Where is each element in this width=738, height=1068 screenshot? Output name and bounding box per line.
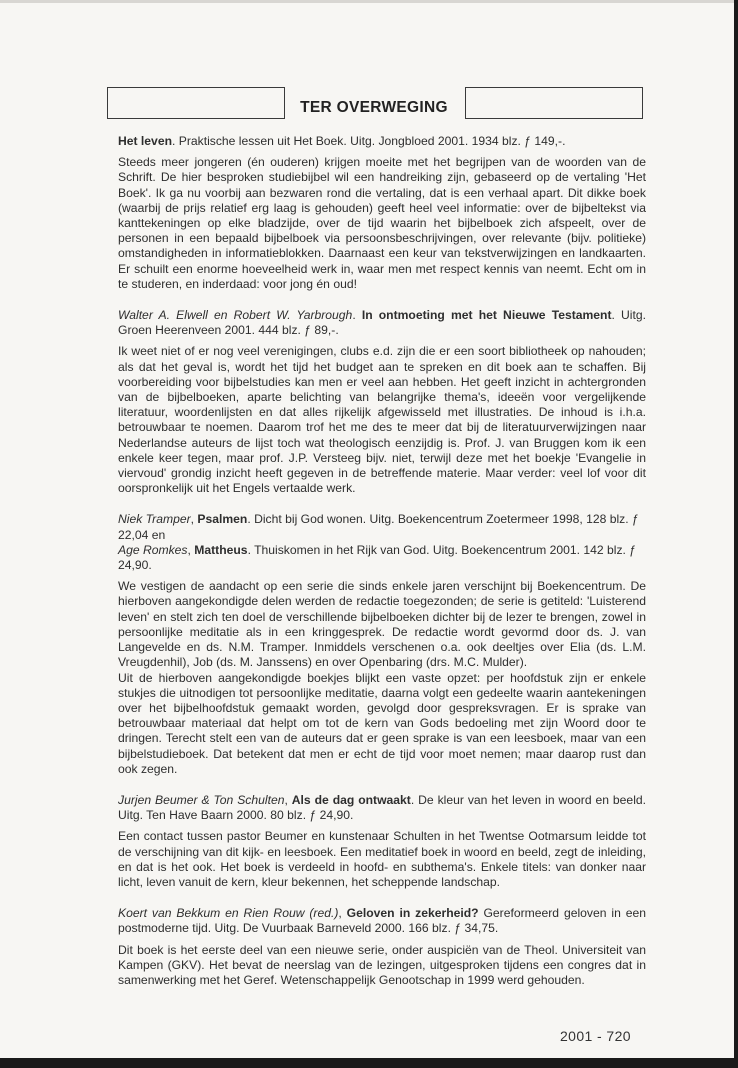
publication-info: . Thuiskomen in het Rijk van God. Uitg. Boekencentrum 2001. 142 blz. ƒ 24,90. — [118, 542, 637, 573]
book-title: Het leven — [118, 134, 172, 148]
review-paragraph: Steeds meer jongeren (én ouderen) krijgen moeite met het begrijpen van de woorden van de Schrift. De hier besproken studiebijbel wil een handreiking zijn, gebaseerd op de vertaling 'Het Boek'. Ik ga nu voorbij aan bezwaren rond die vertaling, dat is een verhaal apart. Dit dikke boek (waarbij de prijs relatief erg laag is gehouden) geeft heel veel informatie: over de bijbeltekst via kanttekeningen op elke bladzijde, over de tijd waarin het bijbelboek zich afspeelt, over de personen in een bepaald bijbelboek via persoonsbeschrijvingen, over relevante (bijv. politieke) omstandigheden in informatieblokken. Daarnaast een keur van tekstverwijzingen en landkaarten. Er schuilt een enorme hoeveelheid werk in, waar men met respect kennis van neemt. Echt om in te studeren, en inderdaad: voor jong én oud! — [118, 155, 646, 291]
section-title: TER OVERWEGING — [300, 99, 448, 116]
book-author: Niek Tramper — [118, 512, 191, 527]
review-citation-second: Age Romkes, Mattheus. Thuiskomen in het Rijk van God. Uitg. Boekencentrum 2001. 142 blz. ƒ 24,90. — [118, 542, 637, 573]
book-author: Age Romkes — [118, 542, 188, 557]
book-author: Koert van Bekkum en Rien Rouw (red.) — [118, 906, 339, 921]
publication-info: . Praktische lessen uit Het Boek. Uitg. Jongbloed 2001. 1934 blz. ƒ 149,-. — [171, 134, 566, 148]
review-2 — [118, 308, 646, 496]
review-4 — [118, 793, 646, 890]
book-title: Als de dag ontwaakt — [291, 792, 411, 807]
book-title: In ontmoeting met het Nieuwe Testament — [361, 308, 612, 323]
review-citation — [118, 134, 646, 149]
review-5 — [118, 906, 646, 988]
publication-info: . Dicht bij God wonen. Uitg. Boekencentrum Zoetermeer 1998, 128 blz. ƒ 22,04 en — [118, 512, 639, 542]
header-box-right — [465, 87, 643, 119]
review-1 — [118, 134, 646, 292]
publication-info: . Uitg. Groen Heerenveen 2001. 444 blz. ƒ 89,-. — [118, 308, 646, 338]
publication-info: . De kleur van het leven in woord en beeld. Uitg. Ten Have Baarn 2000. 80 blz. ƒ 24,90. — [118, 792, 647, 823]
article-column — [118, 134, 646, 1004]
publication-info: Gereformeerd geloven in een postmoderne tijd. Uitg. De Vuurbaak Barneveld 2000. 166 blz. ƒ 34,75. — [118, 906, 646, 936]
review-paragraph: We vestigen de aandacht op een serie die sinds enkele jaren verschijnt bij Boekencentrum. De hierboven aangekondigde delen werden de redactie toegezonden; de serie is getiteld: 'Luisterend leven' en stelt zich ten doel de verschillende bijbelboeken dichter bij de lezer te brengen, zowel in persoonlijke meditatie als in een kringgesprek. De redactie wordt gevormd door ds. J. van Langevelde en ds. N.M. Tramper. Inmiddels verschenen o.a. ook deeltjes over Elia (ds. L.M. Vreugdenhil), Job (ds. M. Janssens) en over Openbaring (drs. M.C. Mulder). — [118, 579, 646, 670]
header-box-left — [107, 87, 285, 119]
review-paragraph: Een contact tussen pastor Beumer en kunstenaar Schulten in het Twentse Ootmarsum leidde tot de verschijning van dit kijk- en leesboek. Een meditatief boek in woord en beeld, zegt de inleiding, en dat is het ook. Het boek is verdeeld in hoofd- en subthema's. Enkele titels: van donker naar licht, leven vanuit de kern, kleur bekennen, het scheppende landschap. — [118, 829, 646, 889]
scan-right-edge — [734, 0, 738, 1068]
review-paragraph: Dit boek is het eerste deel van een nieuwe serie, onder auspiciën van de Theol. Universiteit van Kampen (GKV). Het bevat de neerslag van de lezingen, uitgesproken tijdens een congres dat in samenwerking met het Geref. Wetenschappelijk Genootschap in 1999 werd gehouden. — [118, 942, 646, 987]
scan-bottom-edge — [0, 1058, 738, 1068]
review-citation: Walter A. Elwell en Robert W. Yarbrough. In ontmoeting met het Nieuwe Testament. Uitg. Groen Heerenveen 2001. 444 blz. ƒ 89,-. — [118, 308, 646, 338]
page-number: 2001 - 720 — [560, 1028, 631, 1044]
review-citation: Koert van Bekkum en Rien Rouw (red.), Geloven in zekerheid? Gereformeerd geloven in een postmoderne tijd. Uitg. De Vuurbaak Barneveld 2000. 166 blz. ƒ 34,75. — [118, 906, 646, 936]
review-citation: Niek Tramper, Psalmen. Dicht bij God wonen. Uitg. Boekencentrum Zoetermeer 1998, 128 blz. ƒ 22,04 en — [118, 512, 639, 542]
scan-top-strip — [0, 0, 738, 3]
book-title: Mattheus — [194, 542, 248, 557]
book-title: Geloven in zekerheid? — [346, 906, 479, 921]
review-paragraph: Uit de hierboven aangekondigde boekjes blijkt een vaste opzet: per hoofdstuk zijn er enkele stukjes die uitnodigen tot persoonlijke meditatie, daarna volgt een gedeelte waarin aantekeningen over het bijbelhoofdstuk gemaakt worden, gevolgd door gespreksvragen. Er is sprake van betrouwbaar materiaal dat helpt om tot de kern van Gods bedoeling met zijn Woord door te dringen. Terecht stelt een van de auteurs dat er geen sprake is van een leesboek, maar van een bijbelstudieboek. Dat betekent dat men er echt de tijd voor moet nemen; maar daarop rust dan ook zegen. — [118, 670, 646, 776]
book-author: Jurjen Beumer & Ton Schulten — [118, 792, 285, 807]
review-paragraph: Ik weet niet of er nog veel verenigingen, clubs e.d. zijn die er een soort bibliotheek op nahouden; als dat het geval is, wordt het tijd het budget aan te spreken en dit boek aan te schaffen. Bij voorbereiding voor bijbelstudies kan men er veel aan hebben. Het geeft inzicht in achtergronden van de bijbelboeken, aparte belichting van belangrijke thema's, ideeën voor vergelijkende literatuur, woordenlijsten en dat alles rijkelijk afgewisseld met illustraties. De inhoud is i.h.a. betrouwbaar te noemen. Daarom trof het me des te meer dat bij de literatuurverwijzingen naar Nederlandse auteurs de lijst toch wat theologisch eenzijdig is. Prof. J. van Bruggen kom ik een enkele keer tegen, maar prof. J.P. Versteeg bijv. niet, terwijl deze met het boekje 'Evangelie in viervoud' grondig inzicht heeft gegeven in de betreffende materie. Maar verder: veel lof voor dit oorspronkelijk uit het Engels vertaalde werk. — [118, 344, 646, 496]
book-title: Psalmen — [197, 512, 248, 527]
review-3 — [118, 512, 646, 776]
book-author: Walter A. Elwell en Robert W. Yarbrough — [118, 308, 353, 323]
review-citation: Jurjen Beumer & Ton Schulten, Als de dag ontwaakt. De kleur van het leven in woord en beeld. Uitg. Ten Have Baarn 2000. 80 blz. ƒ 24,90. — [118, 792, 647, 823]
